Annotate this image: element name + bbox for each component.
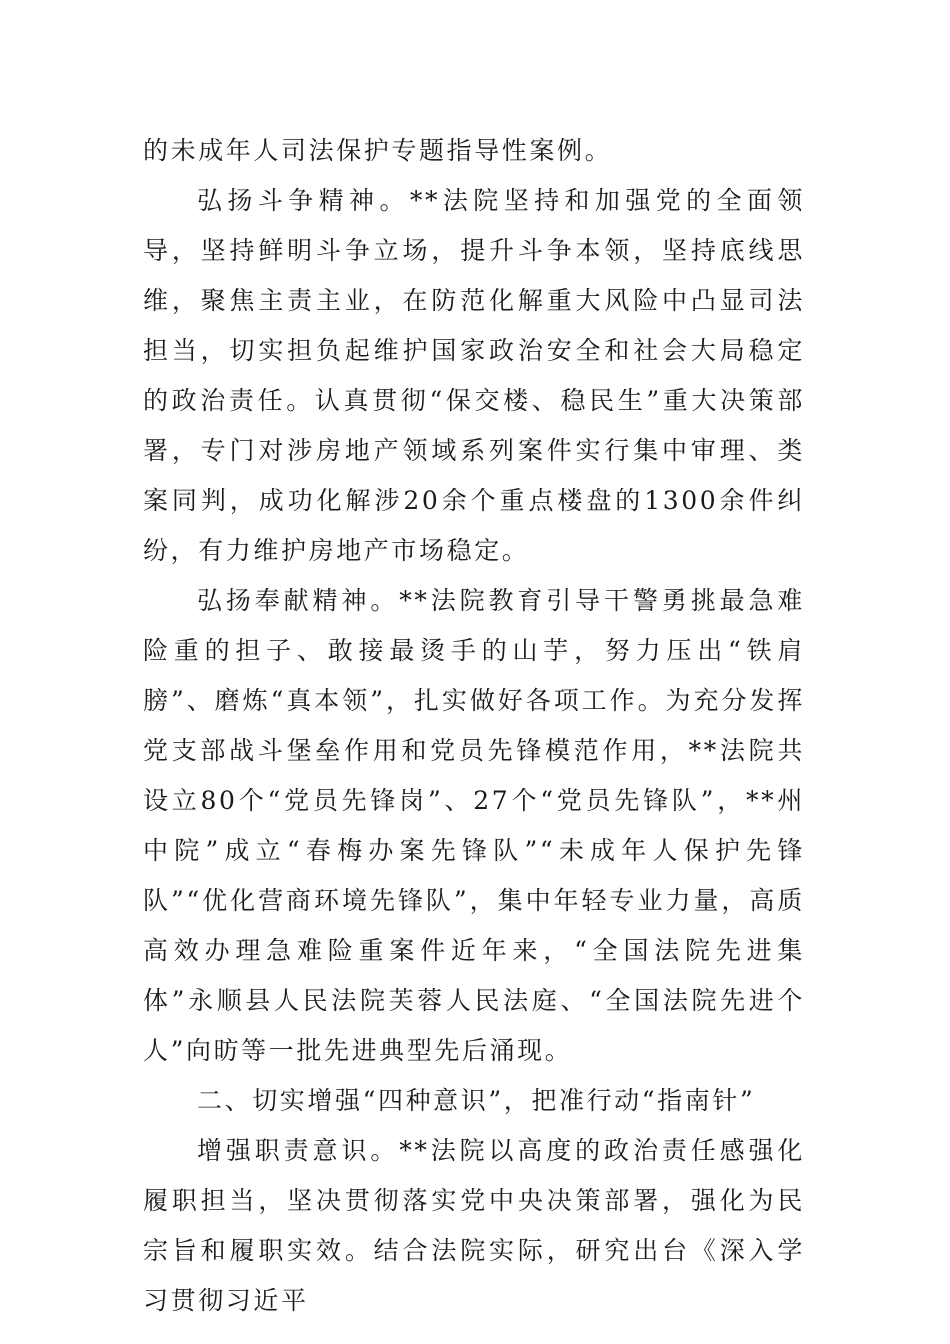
paragraph-continuation: 的未成年人司法保护专题指导性案例。 [143, 136, 613, 165]
paragraph-duty-awareness: 增强职责意识。**法院以高度的政治责任感强化履职担当，坚决贯彻落实党中央决策部署，强化为民宗旨和履职实效。结合法院实际，研究出台《深入学习贯彻习近平 [143, 1136, 805, 1315]
document-page [143, 126, 805, 1326]
paragraph-struggle-spirit: 弘扬斗争精神。**法院坚持和加强党的全面领导，坚持鲜明斗争立场，提升斗争本领，坚持底线思维，聚焦主责主业，在防范化解重大风险中凸显司法担当，切实担负起维护国家政治安全和社会大局稳定的政治责任。认真贯彻“保交楼、稳民生”重大决策部署，专门对涉房地产领域系列案件实行集中审理、类案同判，成功化解涉20余个重点楼盘的1300余件纠纷，有力维护房地产市场稳定。 [143, 186, 805, 565]
paragraph-dedication-spirit: 弘扬奉献精神。**法院教育引导干警勇挑最急难险重的担子、敢接最烫手的山芋，努力压出“铁肩膀”、磨炼“真本领”，扎实做好各项工作。为充分发挥党支部战斗堡垒作用和党员先锋模范作用，**法院共设立80个“党员先锋岗”、27个“党员先锋队”，**州中院”成立“春梅办案先锋队”“未成年人保护先锋队”“优化营商环境先锋队”，集中年轻专业力量，高质高效办理急难险重案件近年来，“全国法院先进集体”永顺县人民法院芙蓉人民法庭、“全国法院先进个人”向昉等一批先进典型先后涌现。 [143, 586, 805, 1065]
section-heading: 二、切实增强“四种意识”，把准行动“指南针” [197, 1086, 756, 1115]
